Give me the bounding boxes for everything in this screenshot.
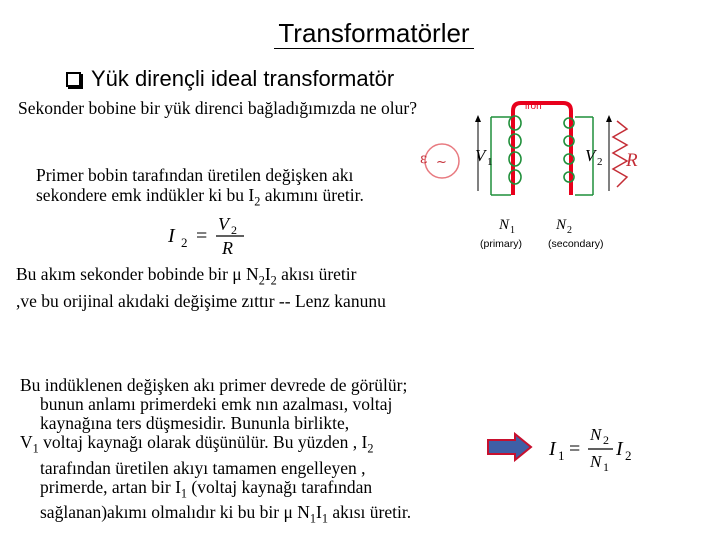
para4-line6-post: (voltaj kaynağı tarafından <box>187 476 373 497</box>
transformer-diagram <box>415 95 665 255</box>
lenz-paragraph <box>16 264 446 311</box>
equation-i1 <box>545 423 645 475</box>
bullet-text: Yük dirençli ideal transformatör <box>91 66 395 91</box>
primary-flux-paragraph <box>36 165 416 212</box>
para4-line1: Bu indüklenen değişken akı primer devrede de görülür; <box>20 375 408 395</box>
eq2-num-sub: 2 <box>603 433 609 447</box>
iron-core <box>513 103 571 195</box>
resistor-label: R <box>626 150 638 171</box>
eq2-lhs-sub: 1 <box>558 448 565 463</box>
iron-label: iron <box>525 101 542 112</box>
v1-sub: 1 <box>487 156 493 168</box>
source-tilde: ~ <box>436 155 447 170</box>
eq1-lhs-sub: 2 <box>181 235 188 250</box>
para4-line4-sub2: 2 <box>367 441 374 456</box>
para4-line7-sub2: 1 <box>321 511 328 526</box>
n2-sub: 2 <box>567 225 572 236</box>
secondary-label: (secondary) <box>548 238 604 250</box>
para4-line6-sub: 1 <box>180 486 188 500</box>
para4-line3: kaynağına ters düşmesidir. Bununla birlikte, <box>40 413 350 433</box>
v2-arrow-head <box>606 115 612 122</box>
para4-line7-post: akısı üretir. <box>327 502 412 522</box>
eq1-num: V <box>218 214 229 234</box>
eq1-lhs: I <box>168 225 175 247</box>
para4-line7-sub1: 1 <box>309 511 317 526</box>
bullet-item <box>66 66 394 92</box>
question-paragraph: Sekonder bobine bir yük direnci bağladığımızda ne olur? <box>18 98 417 118</box>
para4-line6-pre: primerde, artan bir I <box>40 476 181 497</box>
v1-label: V <box>475 146 486 165</box>
primary-label: (primary) <box>480 238 522 250</box>
para2-suffix: akımını üretir. <box>260 185 364 205</box>
para4-line4-pre: V <box>20 432 33 452</box>
eq1-den: R <box>222 238 233 258</box>
slide-title <box>0 18 720 49</box>
para3-sub2: 2 <box>270 273 277 288</box>
eq2-lhs: I <box>549 438 556 460</box>
eq1-equals: = <box>196 225 208 247</box>
para3-line1-pre: Bu akım sekonder bobinde bir μ N <box>16 264 259 284</box>
arrow-shape <box>488 434 531 460</box>
eq2-den-sub: 1 <box>603 460 609 474</box>
para3-line1-post: akısı üretir <box>276 264 357 284</box>
eq1-num-sub: 2 <box>231 223 237 237</box>
eq2-num: N <box>590 425 602 444</box>
source-emf-label: ε <box>420 151 428 167</box>
load-resistor-icon <box>613 121 627 187</box>
para4-line7-mid: I <box>316 502 322 522</box>
para2-sub: 2 <box>254 194 261 209</box>
para4-line7 <box>20 503 480 529</box>
n2-label: N <box>556 217 567 233</box>
para3-sub1: 2 <box>258 273 265 288</box>
eq2-equals: = <box>569 438 581 460</box>
para4-line5: tarafından üretilen akıyı tamamen engelleyen , <box>40 457 366 478</box>
eq2-rhs-sub: 2 <box>625 448 632 463</box>
para4-line2: bunun anlamı primerdeki emk nın azalması, voltaj <box>40 394 393 414</box>
title-text: Transformatörler <box>274 18 473 49</box>
induced-flux-paragraph <box>20 376 480 529</box>
para4-line4-mid: voltaj kaynağı olarak düşünülür. Bu yüzden , I <box>38 432 368 452</box>
checkbox-bullet-icon <box>66 72 81 87</box>
v2-sub: 2 <box>597 156 603 168</box>
para4-line7-pre: sağlanan)akımı olmalıdır ki bu bir μ N <box>40 502 310 522</box>
para3-mid: I <box>264 264 271 284</box>
para2-prefix: Primer bobin tarafından üretilen değişken akı sekondere emk indükler ki bu I <box>36 165 354 205</box>
eq2-rhs: I <box>616 438 623 460</box>
n1-label: N <box>499 217 510 233</box>
n1-sub: 1 <box>510 225 515 236</box>
para3-line2: ,ve bu orijinal akıdaki değişime zıttır -- Lenz kanunu <box>16 290 386 311</box>
right-arrow-icon <box>485 432 535 462</box>
v1-arrow-head <box>475 115 481 122</box>
equation-i2 <box>160 212 270 258</box>
eq2-den: N <box>590 452 602 471</box>
para4-line4-sub: 1 <box>32 441 39 456</box>
v2-label: V <box>585 146 596 165</box>
para4-line6 <box>20 478 480 504</box>
